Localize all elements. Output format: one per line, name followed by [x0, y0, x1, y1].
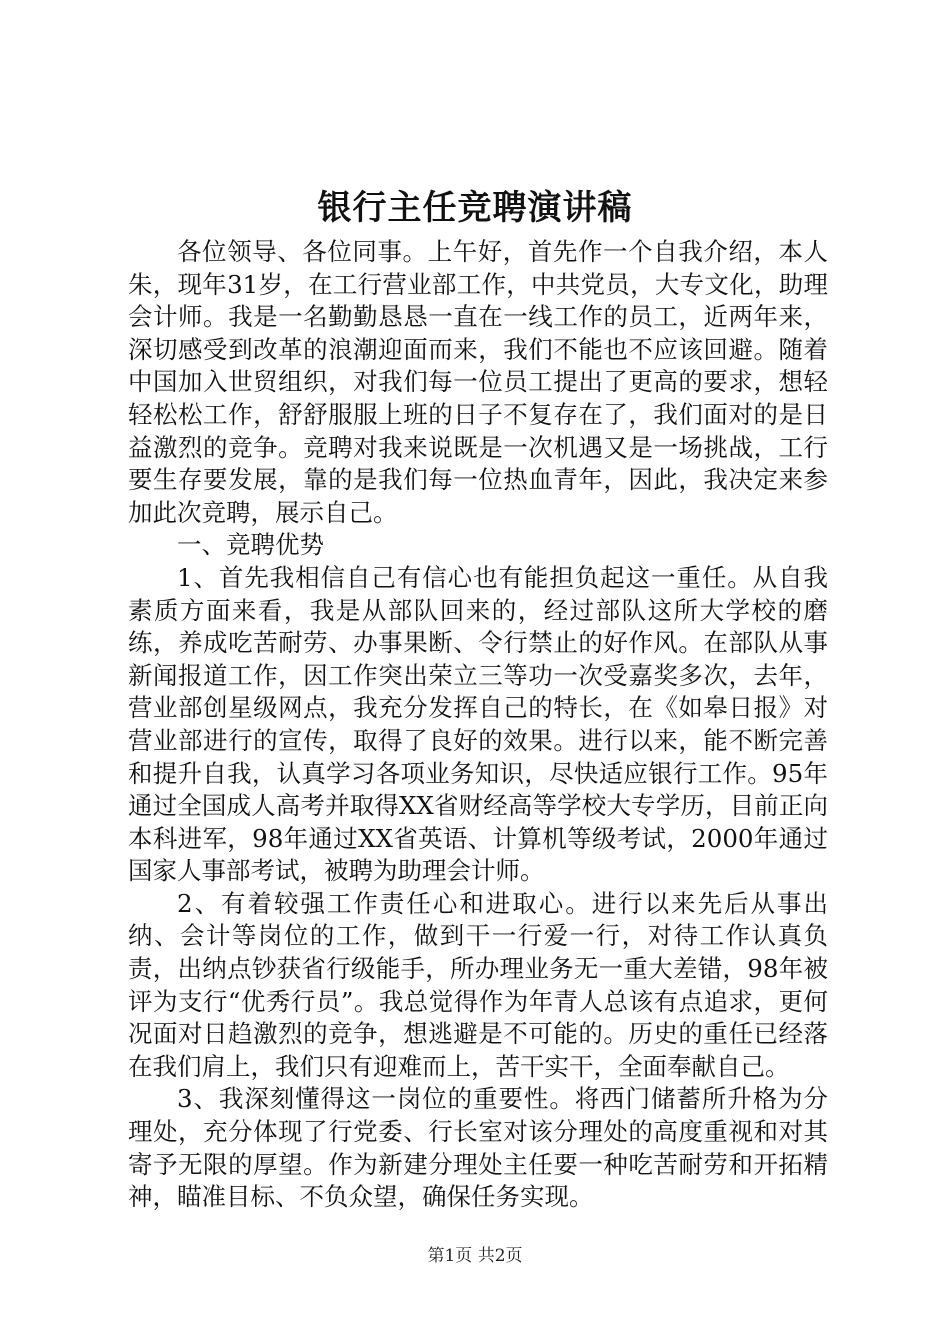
page-footer: 第1页 共2页 [427, 1246, 523, 1266]
section-heading: 一、竞聘优势 [177, 530, 324, 560]
paragraph-point-3: 3、我深刻懂得这一岗位的重要性。将西门储蓄所升格为分理处，充分体现了行党委、行长室对该分理处的高度重视和对其寄予无限的厚望。作为新建分理处主任要一种吃苦耐劳和开拓精神，瞄准目标、不负众望，确保任务实现。 [128, 1084, 828, 1212]
paragraph-point-1: 1、首先我相信自己有信心也有能担负起这一重任。从自我素质方面来看，我是从部队回来的，经过部队这所大学校的磨练，养成吃苦耐劳、办事果断、令行禁止的好作风。在部队从事新闻报道工作，因工作突出荣立三等功一次受嘉奖多次，去年，营业部创星级网点，我充分发挥自己的特长，在《如皋日报》对营业部进行的宣传，取得了良好的效果。进行以来，能不断完善和提升自我，认真学习各项业务知识，尽快适应银行工作。95年通过全国成人高考并取得XX省财经高等学校大专学历，目前正向本科进军，98年通过XX省英语、计算机等级考试，2000年通过国家人事部考试，被聘为助理会计师。 [128, 562, 828, 886]
document-body [128, 236, 828, 1214]
paragraph-point-2: 2、有着较强工作责任心和进取心。进行以来先后从事出纳、会计等岗位的工作，做到干一行爱一行，对待工作认真负责，出纳点钞获省行级能手，所办理业务无一重大差错，98年被评为支行“优秀行员”。我总觉得作为年青人总该有点追求，更何况面对日趋激烈的竞争，想逃避是不可能的。历史的重任已经落在我们肩上，我们只有迎难而上，苦干实干，全面奉献自己。 [128, 888, 828, 1081]
document-title: 银行主任竞聘演讲稿 [317, 188, 633, 228]
paragraph-intro: 各位领导、各位同事。上午好，首先作一个自我介绍，本人朱，现年31岁，在工行营业部工作，中共党员，大专文化，助理会计师。我是一名勤勤恳恳一直在一线工作的员工，近两年来，深切感受到改革的浪潮迎面而来，我们不能也不应该回避。随着中国加入世贸组织，对我们每一位员工提出了更高的要求，想轻轻松松工作，舒舒服服上班的日子不复存在了，我们面对的是日益激烈的竞争。竞聘对我来说既是一次机遇又是一场挑战，工行要生存要发展，靠的是我们每一位热血青年，因此，我决定来参加此次竞聘，展示自己。 [128, 237, 828, 527]
